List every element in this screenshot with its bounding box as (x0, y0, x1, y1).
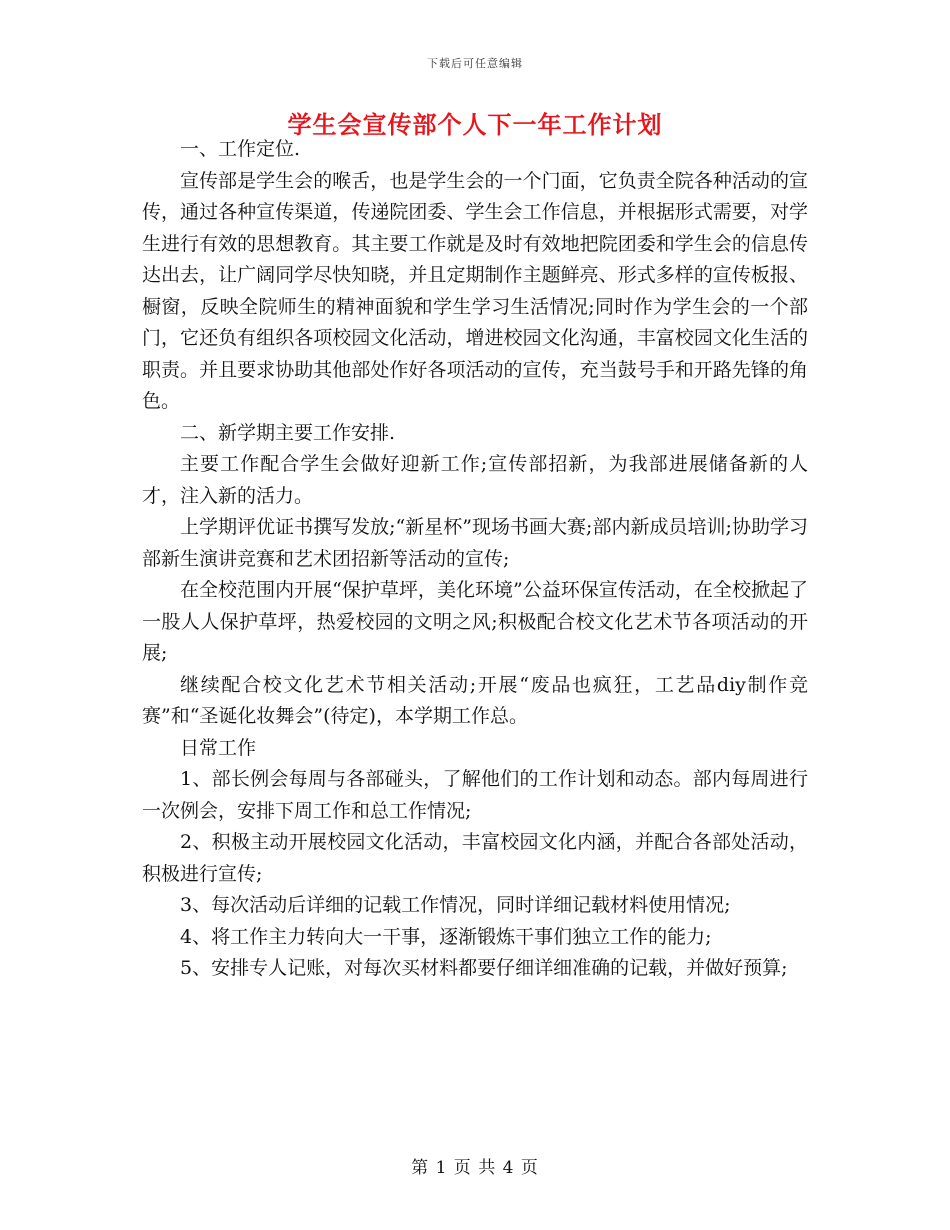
section-heading-daily-work: 日常工作 (180, 736, 257, 759)
paragraph-art-festival: 继续配合校文化艺术节相关活动;开展“废品也疯狂，工艺品diy制作竞赛”和“圣诞化妆舞会”(待定)，本学期工作总。 (142, 673, 808, 727)
document-title: 学生会宣传部个人下一年工作计划 (287, 110, 663, 139)
list-item-bookkeeping: 5、安排专人记账，对每次买材料都要仔细详细准确的记载，并做好预算; (180, 957, 788, 979)
section-heading-positioning: 一、工作定位. (180, 138, 301, 160)
list-item-freshman-staff: 4、将工作主力转向大一干事，逐渐锻炼干事们独立工作的能力; (180, 925, 712, 948)
section-heading-new-term-plan: 二、新学期主要工作安排. (180, 421, 396, 444)
paragraph-department-role: 宣传部是学生会的喉舌，也是学生会的一个门面，它负责全院各种活动的宣传，通过各种宣传渠道，传递院团委、学生会工作信息，并根据形式需要，对学生进行有效的思想教育。其主要工作就是及时有效地把院团委和学生会的信息传达出去，让广阔同学尽快知晓，并且定期制作主题鲜亮、形式多样的宣传板报、橱窗，反映全院师生的精神面貌和学生学习生活情况;同时作为学生会的一个部门，它还负有组织各项校园文化活动，增进校园文化沟通，丰富校园文化生活的职责。并且要求协助其他部处作好各项活动的宣传，充当鼓号手和开路先锋的角色。 (142, 169, 808, 412)
list-item-weekly-meeting: 1、部长例会每周与各部碰头，了解他们的工作计划和动态。部内每周进行一次例会，安排下周工作和总工作情况; (142, 768, 808, 822)
paragraph-awards-contest: 上学期评优证书撰写发放;“新星杯”现场书画大赛;部内新成员培训;协助学习部新生演讲竞赛和艺术团招新等活动的宣传; (142, 516, 808, 570)
list-item-activity-records: 3、每次活动后详细的记载工作情况，同时详细记载材料使用情况; (180, 894, 731, 916)
paragraph-freshman-work: 主要工作配合学生会做好迎新工作;宣传部招新，为我部进展储备新的人才，注入新的活力。 (142, 453, 808, 507)
paragraph-environment-campaign: 在全校范围内开展“保护草坪，美化环境”公益环保宣传活动，在全校掀起了一股人人保护草坪，热爱校园的文明之风;积极配合校文化艺术节各项活动的开展; (142, 579, 808, 664)
download-note: 下载后可任意编辑 (427, 57, 523, 70)
page-number: 第 1 页 共 4 页 (411, 1158, 539, 1178)
list-item-campus-culture: 2、积极主动开展校园文化活动，丰富校园文化内涵，并配合各部处活动，积极进行宣传; (142, 831, 808, 885)
document-body (142, 134, 808, 985)
